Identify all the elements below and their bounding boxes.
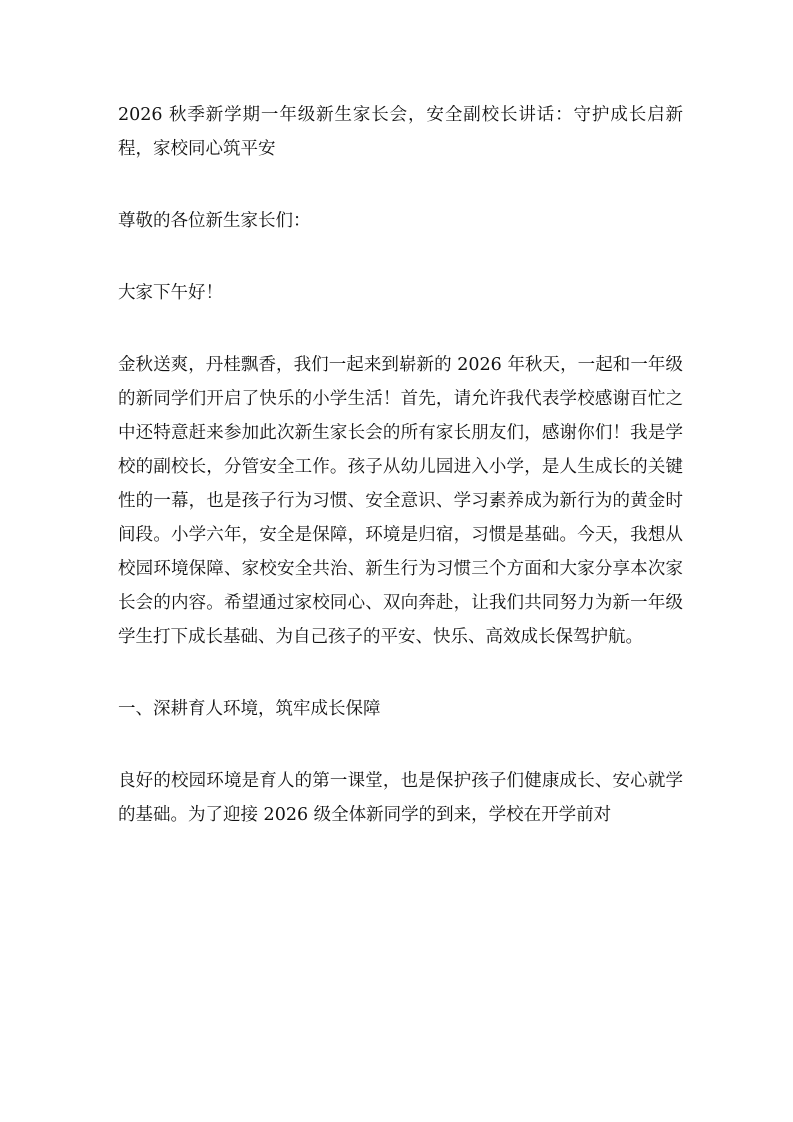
- salutation: 尊敬的各位新生家长们：: [118, 211, 311, 231]
- document-title: 2026 秋季新学期一年级新生家长会，安全副校长讲话：守护成长启新程，家校同心筑平安: [118, 105, 683, 159]
- section-paragraph-1: 良好的校园环境是育人的第一课堂，也是保护孩子们健康成长、安心就学的基础。为了迎接 2026 级全体新同学的到来，学校在开学前对: [118, 771, 683, 825]
- greeting-line: 大家下午好！: [118, 283, 223, 303]
- intro-paragraph: 金秋送爽，丹桂飘香，我们一起来到崭新的 2026 年秋天，一起和一年级的新同学们开启了快乐的小学生活！首先，请允许我代表学校感谢百忙之中还特意赶来参加此次新生家长会的所有家长朋友们，感谢你们！我是学校的副校长，分管安全工作。孩子从幼儿园进入小学，是人生成长的关键性的一幕，也是孩子行为习惯、安全意识、学习素养成为新行为的黄金时间段。小学六年，安全是保障，环境是归宿，习惯是基础。今天，我想从校园环境保障、家校安全共治、新生行为习惯三个方面和大家分享本次家长会的内容。希望通过家校同心、双向奔赴，让我们共同努力为新一年级学生打下成长基础、为自己孩子的平安、快乐、高效成长保驾护航。: [118, 355, 683, 647]
- section-heading-1: 一、深耕育人环境，筑牢成长保障: [118, 699, 381, 719]
- document-body: [118, 98, 683, 832]
